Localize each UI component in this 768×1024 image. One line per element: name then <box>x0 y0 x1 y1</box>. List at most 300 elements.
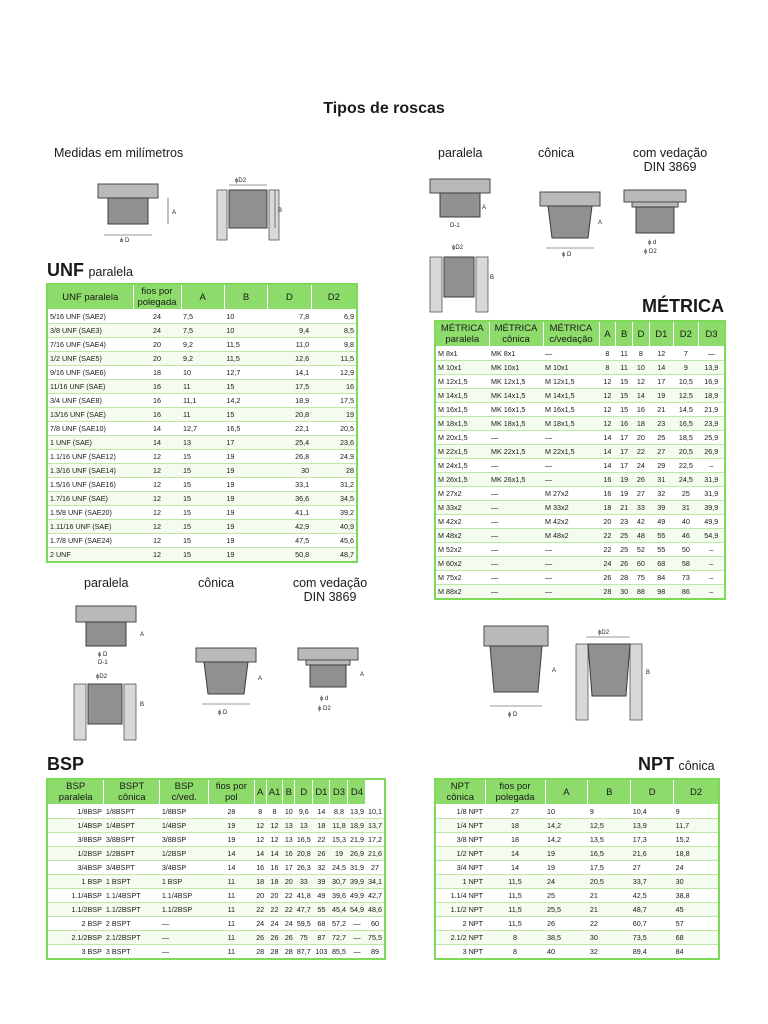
table-cell: M 8x1 <box>435 347 489 361</box>
table-cell: 17,5 <box>268 380 311 394</box>
table-cell: 14 <box>599 459 616 473</box>
metrica-col-header: D2 <box>673 321 698 347</box>
table-cell: 73,5 <box>631 931 674 945</box>
table-cell: M 24x1,5 <box>435 459 489 473</box>
table-row <box>435 361 725 375</box>
table-cell: – <box>698 571 725 585</box>
table-cell: 11 <box>616 347 633 361</box>
table-cell: 19 <box>224 464 267 478</box>
table-cell: 12 <box>133 478 181 492</box>
table-cell: 33,1 <box>268 478 311 492</box>
table-cell: 18,9 <box>268 394 311 408</box>
table-row <box>47 380 357 394</box>
dim-b-3: B <box>140 702 145 708</box>
dim-phi-d2-3: ϕD2 <box>96 674 108 680</box>
table-cell: 31 <box>649 473 673 487</box>
table-row <box>47 889 385 903</box>
table-cell: — <box>489 515 543 529</box>
table-cell: 68 <box>674 931 719 945</box>
table-cell: — <box>160 931 209 945</box>
table-cell: 12,5 <box>673 389 698 403</box>
dim-b: B <box>278 208 283 214</box>
caption-vedacao-top-line2: DIN 3869 <box>643 160 697 174</box>
unf-table <box>46 283 358 563</box>
table-cell: 1.1/4BSP <box>47 889 104 903</box>
table-cell: 29 <box>649 459 673 473</box>
table-cell: 1.1/4 NPT <box>435 889 485 903</box>
table-cell: 12 <box>599 403 616 417</box>
table-cell: 1/4BSPT <box>104 819 160 833</box>
table-cell: 1.7/8 UNF (SAE24) <box>47 534 133 548</box>
table-cell: 8 <box>599 347 616 361</box>
table-cell: M 16x1,5 <box>543 403 599 417</box>
table-cell: 9,6 <box>295 805 313 819</box>
bsp-col-header: BSP c/ved. <box>160 779 209 805</box>
table-cell: 22 <box>283 889 295 903</box>
table-row <box>435 847 719 861</box>
table-cell: 16 <box>133 380 181 394</box>
table-cell: M 14x1,5 <box>543 389 599 403</box>
table-cell: 32 <box>588 945 631 959</box>
table-cell: 16,5 <box>224 422 267 436</box>
table-cell: 39,2 <box>311 506 357 520</box>
table-cell: 17 <box>616 445 633 459</box>
table-cell: 21,6 <box>631 847 674 861</box>
table-cell: 1/4BSP <box>47 819 104 833</box>
table-cell: 23,6 <box>311 436 357 450</box>
table-cell: 1.5/16 UNF (SAE16) <box>47 478 133 492</box>
table-cell: MK 18x1,5 <box>489 417 543 431</box>
table-cell: 27 <box>649 445 673 459</box>
table-cell: 39,6 <box>330 889 348 903</box>
dim-b-4: B <box>646 670 651 676</box>
table-row <box>435 557 725 571</box>
table-cell: 98 <box>649 585 673 599</box>
table-cell: M 60x2 <box>435 557 489 571</box>
table-cell: 19 <box>545 847 588 861</box>
table-cell: 21 <box>616 501 633 515</box>
unf-subtitle: paralela <box>88 265 133 279</box>
table-row <box>435 805 719 819</box>
bsp-col-header: BSP paralela <box>47 779 104 805</box>
table-row <box>47 875 385 889</box>
npt-heading <box>638 754 715 775</box>
table-cell: 3/4BSP <box>47 861 104 875</box>
table-cell: 11 <box>208 945 254 959</box>
unf-col-header: A <box>181 284 224 310</box>
dim-phi-d2: ϕD2 <box>235 178 247 184</box>
table-cell: 5/16 UNF (SAE2) <box>47 310 133 324</box>
table-cell: 88 <box>633 585 650 599</box>
table-cell: 15 <box>181 492 224 506</box>
table-cell: 20 <box>254 889 266 903</box>
table-cell: 2 UNF <box>47 548 133 562</box>
table-cell: 31,9 <box>348 861 366 875</box>
table-cell: 3 BSP <box>47 945 104 959</box>
table-cell: 10,5 <box>673 375 698 389</box>
table-cell: 11,1 <box>181 394 224 408</box>
table-cell: 33 <box>295 875 313 889</box>
npt-col-header: fios por polegada <box>485 779 545 805</box>
table-cell: 14 <box>599 431 616 445</box>
npt-port-drawing <box>574 624 658 724</box>
bsp-col-header: D3 <box>330 779 348 805</box>
table-cell: 15 <box>616 375 633 389</box>
table-cell: 17,2 <box>366 833 385 847</box>
table-cell: 14,5 <box>673 403 698 417</box>
table-cell: 13 <box>283 819 295 833</box>
table-cell: 10 <box>224 310 267 324</box>
table-cell: 24 <box>633 459 650 473</box>
table-cell: 15 <box>181 534 224 548</box>
table-cell: 18,9 <box>348 819 366 833</box>
bsp-col-header: D1 <box>313 779 330 805</box>
table-cell: 12 <box>133 506 181 520</box>
table-cell: 3/4BSP <box>160 861 209 875</box>
table-cell: 17,3 <box>631 833 674 847</box>
table-cell: 57,2 <box>330 917 348 931</box>
table-cell: 68 <box>313 917 330 931</box>
table-cell: 16,5 <box>673 417 698 431</box>
dim-d1-2: D-1 <box>98 660 108 666</box>
table-cell: 25 <box>616 543 633 557</box>
table-cell: 13,9 <box>631 819 674 833</box>
table-cell: 20 <box>283 875 295 889</box>
table-cell: 22,5 <box>673 459 698 473</box>
table-cell: 14,2 <box>545 819 588 833</box>
table-cell: 1 BSPT <box>104 875 160 889</box>
table-cell: 31,9 <box>698 473 725 487</box>
table-cell: 18 <box>313 819 330 833</box>
table-row <box>435 515 725 529</box>
table-cell: 11 <box>616 361 633 375</box>
table-cell: 33 <box>633 501 650 515</box>
table-cell: 3 BSPT <box>104 945 160 959</box>
table-row <box>435 903 719 917</box>
table-row <box>435 417 725 431</box>
table-cell: 19 <box>224 534 267 548</box>
table-cell: M 22x1,5 <box>543 445 599 459</box>
caption-vedacao-top <box>630 146 710 174</box>
table-cell: 1.1/2BSPT <box>104 903 160 917</box>
table-cell: 26,9 <box>698 445 725 459</box>
table-cell: 9,8 <box>311 338 357 352</box>
table-cell: 27 <box>366 861 385 875</box>
table-cell: 12 <box>599 375 616 389</box>
table-cell: 14 <box>133 422 181 436</box>
table-row <box>435 889 719 903</box>
table-cell: 15 <box>181 520 224 534</box>
table-cell: 10,1 <box>366 805 385 819</box>
dim-phi-d-6: ϕ D <box>508 712 518 718</box>
table-cell: 17 <box>616 459 633 473</box>
table-cell: 15 <box>224 408 267 422</box>
table-row <box>47 903 385 917</box>
table-cell: 18,9 <box>698 389 725 403</box>
table-cell: 1.1/2BSP <box>160 903 209 917</box>
table-cell: 26 <box>633 473 650 487</box>
table-cell: 40 <box>673 515 698 529</box>
table-row <box>435 875 719 889</box>
table-cell: 54,9 <box>348 903 366 917</box>
metrica-col-header: MÉTRICA paralela <box>435 321 489 347</box>
table-cell: 20 <box>133 352 181 366</box>
table-cell: 1/8BSPT <box>104 805 160 819</box>
table-cell: 3/8BSPT <box>104 833 160 847</box>
table-cell: 84 <box>649 571 673 585</box>
metrica-table-body <box>435 347 725 599</box>
dim-phi-d-small-2: ϕ d <box>320 696 329 702</box>
table-cell: 36,6 <box>268 492 311 506</box>
table-cell: 1/2 NPT <box>435 847 485 861</box>
table-cell: 19 <box>224 506 267 520</box>
table-cell: 1/2 UNF (SAE5) <box>47 352 133 366</box>
table-cell: 25 <box>673 487 698 501</box>
unf-title: UNF <box>47 260 84 280</box>
table-cell: 8 <box>485 931 545 945</box>
table-cell: 40 <box>545 945 588 959</box>
table-cell: – <box>698 543 725 557</box>
metric-conica-drawing <box>536 188 610 260</box>
table-cell: 23 <box>649 417 673 431</box>
table-cell: 18 <box>254 875 266 889</box>
table-cell: 16 <box>599 473 616 487</box>
npt-fitting-drawing <box>480 622 564 722</box>
table-cell: 26 <box>599 571 616 585</box>
table-cell: 19 <box>224 450 267 464</box>
table-cell: 57 <box>674 917 719 931</box>
table-cell: 2 BSP <box>47 917 104 931</box>
dim-a: A <box>172 210 177 216</box>
table-row <box>435 917 719 931</box>
table-cell: 75 <box>295 931 313 945</box>
hex-nut-shape <box>98 184 158 198</box>
table-cell: 25 <box>649 431 673 445</box>
table-cell: 11,7 <box>674 819 719 833</box>
table-cell: 39 <box>649 501 673 515</box>
table-cell: 3/8 UNF (SAE3) <box>47 324 133 338</box>
dim-phi-d2-4: ϕD2 <box>598 630 610 636</box>
table-row <box>435 543 725 557</box>
table-cell: 24 <box>133 310 181 324</box>
metrica-col-header: D <box>633 321 650 347</box>
npt-col-header: B <box>588 779 631 805</box>
caption-paralela-bsp: paralela <box>84 576 129 590</box>
table-cell: 30,7 <box>330 875 348 889</box>
table-cell: 20,5 <box>311 422 357 436</box>
table-cell: 16,9 <box>698 375 725 389</box>
table-cell: 30 <box>674 875 719 889</box>
npt-table <box>434 778 720 960</box>
table-cell: 49,9 <box>698 515 725 529</box>
table-cell: 39 <box>313 875 330 889</box>
table-cell: 19 <box>224 478 267 492</box>
table-cell: 49 <box>313 889 330 903</box>
table-row <box>47 534 357 548</box>
table-cell: 87 <box>313 931 330 945</box>
table-cell: 60 <box>633 557 650 571</box>
table-cell: 19 <box>545 861 588 875</box>
table-row <box>435 487 725 501</box>
table-cell: 18 <box>633 417 650 431</box>
table-cell: 30 <box>616 585 633 599</box>
table-cell: 14 <box>208 847 254 861</box>
table-cell: 25,4 <box>268 436 311 450</box>
table-cell: 3 NPT <box>435 945 485 959</box>
dim-phi-d-4: ϕ D <box>98 652 108 658</box>
table-cell: 13,5 <box>588 833 631 847</box>
bsp-col-header: A <box>254 779 266 805</box>
table-cell: 14 <box>254 847 266 861</box>
table-cell: 13 <box>181 436 224 450</box>
table-cell: 24 <box>545 875 588 889</box>
table-cell: — <box>489 571 543 585</box>
table-cell: 21 <box>649 403 673 417</box>
table-cell: 14,2 <box>224 394 267 408</box>
unf-fitting-drawing <box>92 180 188 242</box>
metrica-heading: MÉTRICA <box>642 296 724 316</box>
table-cell: — <box>489 487 543 501</box>
table-cell: 1.7/16 UNF (SAE) <box>47 492 133 506</box>
table-cell: 26 <box>283 931 295 945</box>
npt-table-body <box>435 805 719 959</box>
dim-phi-d2-2: ϕD2 <box>452 245 464 251</box>
table-cell: 7/8 UNF (SAE10) <box>47 422 133 436</box>
table-row <box>47 394 357 408</box>
table-cell: 20 <box>599 515 616 529</box>
table-cell: 7,8 <box>268 310 311 324</box>
table-cell: 42,7 <box>366 889 385 903</box>
table-cell: 16 <box>599 487 616 501</box>
table-cell: 12 <box>254 819 266 833</box>
table-cell: — <box>543 557 599 571</box>
table-cell: 55 <box>649 543 673 557</box>
table-cell: M 10x1 <box>543 361 599 375</box>
table-cell: 89,4 <box>631 945 674 959</box>
table-cell: 50 <box>673 543 698 557</box>
table-cell: 11,5 <box>485 889 545 903</box>
table-cell: 27 <box>631 861 674 875</box>
table-cell: 22 <box>588 917 631 931</box>
table-cell: 15 <box>616 389 633 403</box>
table-cell: 22 <box>599 543 616 557</box>
table-cell: 3/8BSP <box>160 833 209 847</box>
table-cell: 58 <box>673 557 698 571</box>
table-row <box>47 945 385 959</box>
table-row <box>435 833 719 847</box>
table-cell: 8,5 <box>311 324 357 338</box>
table-cell: 8 <box>266 805 283 819</box>
table-cell: 8 <box>599 361 616 375</box>
table-row <box>47 833 385 847</box>
table-cell: 14 <box>133 436 181 450</box>
table-cell: 13,9 <box>698 361 725 375</box>
table-cell: 11 <box>181 408 224 422</box>
table-cell: 32 <box>649 487 673 501</box>
table-cell: 12,6 <box>268 352 311 366</box>
table-cell: M 12x1,5 <box>543 375 599 389</box>
metrica-col-header: MÉTRICA c/vedação <box>543 321 599 347</box>
table-cell: 41,8 <box>295 889 313 903</box>
table-row <box>435 445 725 459</box>
table-cell: 1/4BSP <box>160 819 209 833</box>
table-cell: 11 <box>181 380 224 394</box>
table-cell: 18,5 <box>673 431 698 445</box>
table-cell: M 42x2 <box>435 515 489 529</box>
table-cell: 17 <box>616 431 633 445</box>
table-cell: 38,5 <box>545 931 588 945</box>
table-cell: — <box>543 571 599 585</box>
table-cell: 49,9 <box>348 889 366 903</box>
table-cell: 1/8BSP <box>160 805 209 819</box>
table-cell: 45,4 <box>330 903 348 917</box>
table-row <box>47 338 357 352</box>
table-cell: 9 <box>588 805 631 819</box>
table-cell: 68 <box>649 557 673 571</box>
table-cell: 14 <box>485 861 545 875</box>
table-cell: 39,9 <box>698 501 725 515</box>
table-cell: 13/16 UNF (SAE) <box>47 408 133 422</box>
dim-d1: D-1 <box>450 223 460 229</box>
bsp-col-header: D <box>295 779 313 805</box>
table-cell: 11,0 <box>268 338 311 352</box>
table-cell: 73 <box>673 571 698 585</box>
table-cell: 1 BSP <box>47 875 104 889</box>
table-row <box>435 473 725 487</box>
bsp-vedacao-drawing <box>294 644 374 716</box>
table-cell: 25,5 <box>545 903 588 917</box>
table-cell: M 75x2 <box>435 571 489 585</box>
npt-header-row <box>435 779 719 805</box>
table-cell: 15 <box>181 464 224 478</box>
table-cell: 42 <box>633 515 650 529</box>
table-cell: 28 <box>283 945 295 959</box>
table-cell: 24,5 <box>330 861 348 875</box>
table-cell: 22 <box>633 445 650 459</box>
table-cell: 13,9 <box>348 805 366 819</box>
table-cell: 21,9 <box>348 833 366 847</box>
table-row <box>435 571 725 585</box>
table-cell: 12 <box>266 833 283 847</box>
table-cell: 26 <box>313 847 330 861</box>
table-cell: 1/2BSPT <box>104 847 160 861</box>
table-cell: 2.1/2 NPT <box>435 931 485 945</box>
table-cell: 8 <box>485 945 545 959</box>
table-cell: 47,7 <box>295 903 313 917</box>
unf-col-header: UNF paralela <box>47 284 133 310</box>
table-cell: 24 <box>674 861 719 875</box>
bsp-conica-drawing <box>192 644 274 718</box>
table-row <box>435 403 725 417</box>
table-cell: 11 <box>208 917 254 931</box>
bsp-table <box>46 778 386 960</box>
table-cell: 14 <box>599 445 616 459</box>
table-cell: 25 <box>545 889 588 903</box>
table-cell: — <box>489 557 543 571</box>
table-cell: 12 <box>133 520 181 534</box>
table-cell: 26 <box>545 917 588 931</box>
table-cell: 20,5 <box>673 445 698 459</box>
metric-vedacao-drawing <box>620 186 694 256</box>
table-cell: 2 BSPT <box>104 917 160 931</box>
table-cell: 15 <box>181 478 224 492</box>
table-cell: 26,3 <box>295 861 313 875</box>
metrica-col-header: B <box>616 321 633 347</box>
table-cell: 28 <box>254 945 266 959</box>
table-cell: 31,9 <box>698 487 725 501</box>
table-cell: 1/2BSP <box>160 847 209 861</box>
table-cell: 31,2 <box>311 478 357 492</box>
